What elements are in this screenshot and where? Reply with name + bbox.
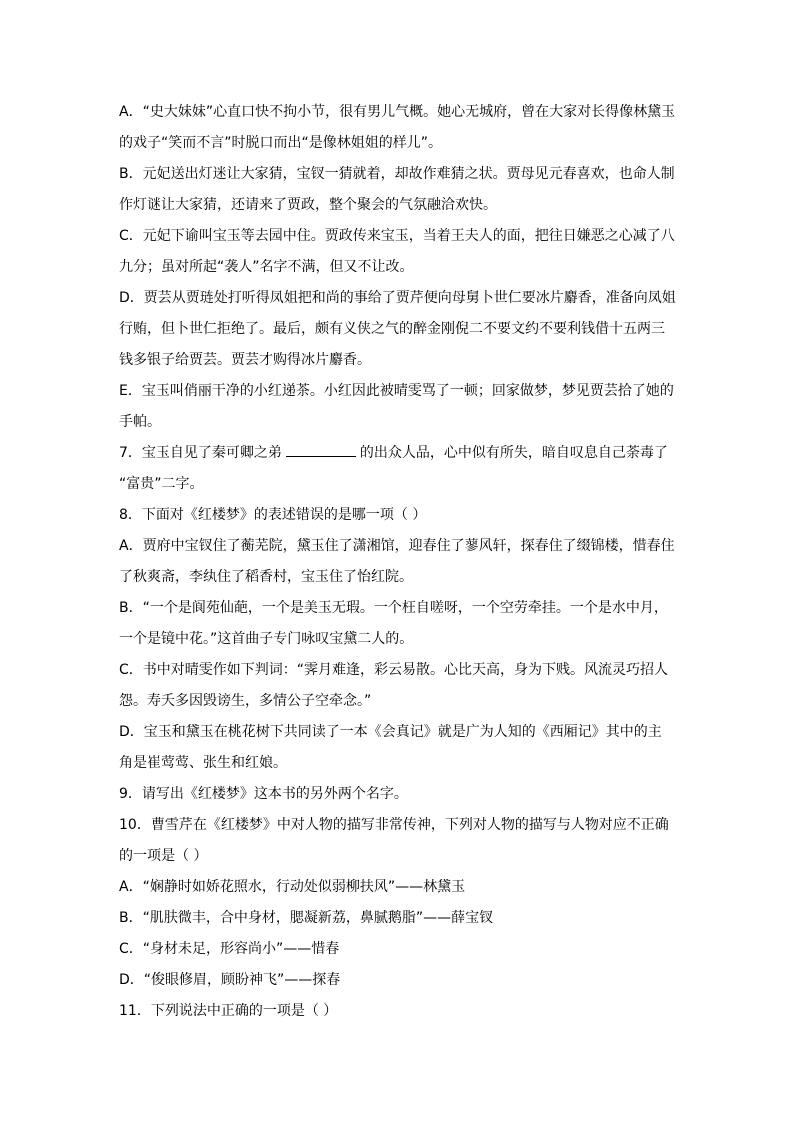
text-line: A．“娴静时如娇花照水，行动处似弱柳扶风”——林黛玉 — [119, 879, 466, 895]
text-line: B．“一个是阆苑仙葩，一个是美玉无瑕。一个枉自嗟呀，一个空劳牵挂。一个是水中月， — [119, 600, 668, 616]
text-line: 一个是镜中花。”这首曲子专门咏叹宝黛二人的。 — [119, 631, 414, 647]
question-7-suffix: 的出众人品，心中似有所失，暗自叹息自己荼毒了 — [359, 445, 668, 461]
text-line: D．宝玉和黛玉在桃花树下共同读了一本《会真记》就是广为人知的《西厢记》其中的主 — [119, 724, 662, 740]
text-line: 9．请写出《红楼梦》这本书的另外两个名字。 — [119, 786, 408, 802]
text-line: D．“俊眼修眉，顾盼神飞”——探春 — [119, 972, 341, 988]
text-line: 作灯谜让大家猜，还请来了贾政，整个聚会的气氛融洽欢快。 — [119, 197, 497, 213]
text-line: C．元妃下谕叫宝玉等去园中住。贾政传来宝玉，当着王夫人的面，把往日嫌恶之心减了八 — [119, 228, 675, 244]
text-line: 九分；虽对所起“袭人”名字不满，但又不让改。 — [119, 259, 414, 275]
text-line: 钱多银子给贾芸。贾芸才购得冰片麝香。 — [119, 352, 371, 368]
text-line: A．贾府中宝钗住了蘅芜院，黛玉住了潇湘馆，迎春住了蓼风轩，探春住了缀锦楼，惜春住 — [119, 538, 675, 554]
answer-blank — [286, 440, 356, 457]
text-line: “富贵”二字。 — [119, 476, 204, 492]
text-line: E．宝玉叫俏丽干净的小红递茶。小红因此被晴雯骂了一顿；回家做梦，梦见贾芸拾了她的 — [119, 383, 674, 399]
question-7-prefix: 7．宝玉自见了秦可卿之弟 — [119, 445, 282, 461]
text-line: 角是崔莺莺、张生和红娘。 — [119, 755, 287, 771]
text-line: 手帕。 — [119, 414, 161, 430]
text-line: 10．曹雪芹在《红楼梦》中对人物的描写非常传神，下列对人物的描写与人物对应不正确 — [119, 817, 669, 833]
text-line: C．书中对晴雯作如下判词：“霁月难逢，彩云易散。心比天高，身为下贱。风流灵巧招人 — [119, 662, 669, 678]
text-line: 了秋爽斋，李纨住了稻香村，宝玉住了怡红院。 — [119, 569, 413, 585]
text-line: 的戏子“笑而不言”时脱口而出“是像林姐姐的样儿”。 — [119, 135, 443, 151]
text-line: C．“身材未足，形容尚小”——惜春 — [119, 941, 340, 957]
text-line: 的一项是（ ） — [119, 848, 208, 864]
text-line: 11．下列说法中正确的一项是（ ） — [119, 1003, 338, 1019]
question-7-line — [119, 438, 679, 469]
text-line: A．“史大妹妹”心直口快不拘小节，很有男儿气概。她心无城府，曾在大家对长得像林黛玉 — [119, 104, 676, 120]
text-line: 怨。寿夭多因毁谤生，多情公子空牵念。” — [119, 693, 372, 709]
text-line: 行贿，但卜世仁拒绝了。最后，颇有义侠之气的醉金刚倪二不要文约不要利钱借十五两三 — [119, 321, 665, 337]
text-line: B．元妃送出灯迷让大家猜，宝钗一猜就着，却故作难猜之状。贾母见元春喜欢，也命人制 — [119, 166, 675, 182]
text-line: 8．下面对《红楼梦》的表述错误的是哪一项（ ） — [119, 507, 427, 523]
text-line: D．贾芸从贾琏处打听得凤姐把和尚的事给了贾芹便向母舅卜世仁要冰片麝香，准备向凤姐 — [119, 290, 676, 306]
text-line: B．“肌肤微丰，合中身材，腮凝新荔，鼻腻鹅脂”——薛宝钗 — [119, 910, 494, 926]
question-text — [119, 97, 679, 1027]
